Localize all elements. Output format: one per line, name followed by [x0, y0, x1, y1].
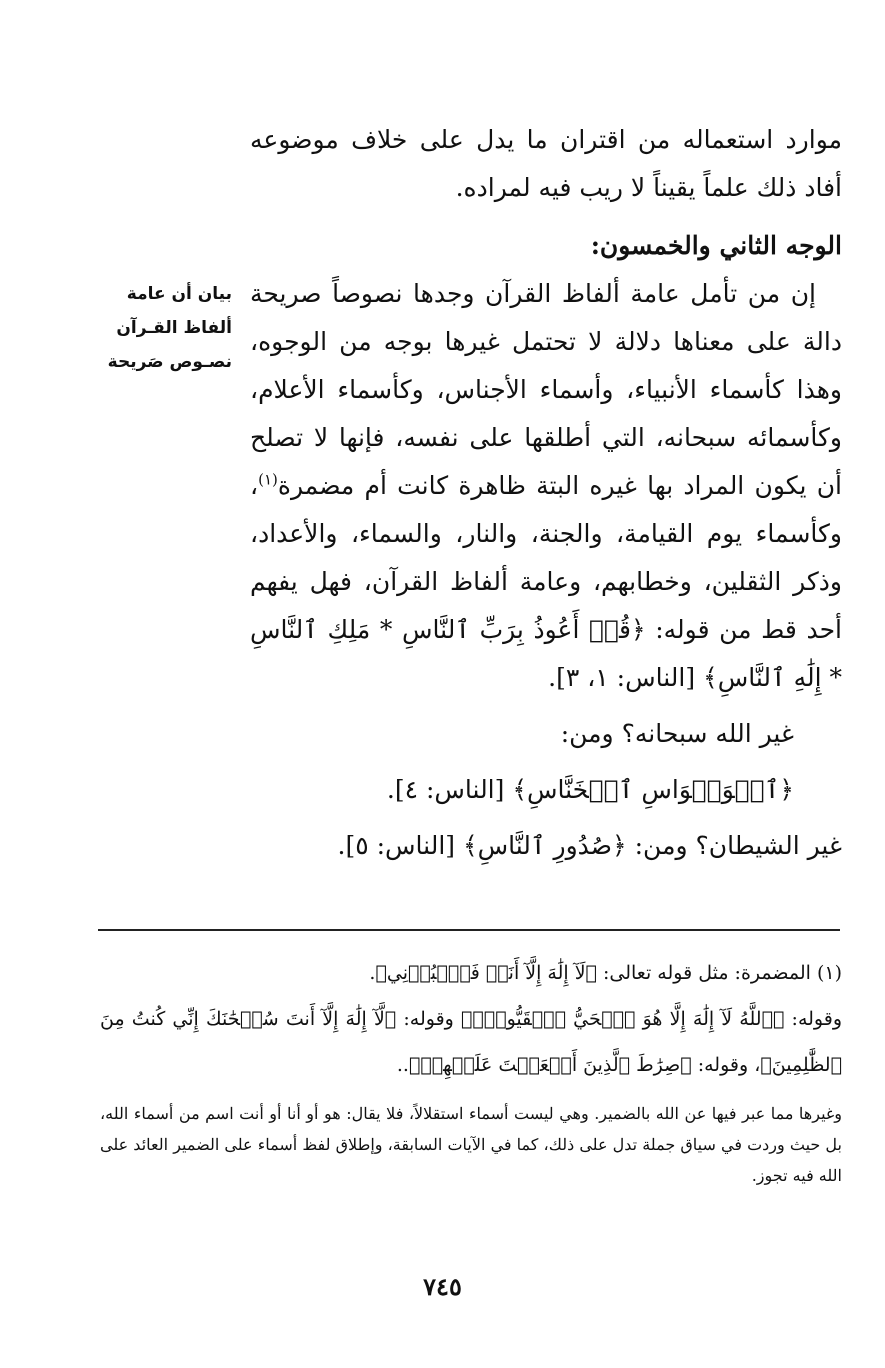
page-number: ٧٤٥ — [423, 1272, 462, 1301]
question-line-satan: غير الشيطان؟ ومن: ﴿صُدُورِ ٱلنَّاسِ﴾ [الناس: ٥]. — [337, 831, 842, 860]
paragraph-gap — [250, 212, 842, 220]
footnotes — [100, 950, 842, 1191]
margin-note: بيان أن عامة ألفاظ القـرآن نصـوص صَريحة — [107, 284, 232, 372]
quran-verse-waswas: ﴿ٱلۡوَسۡوَاسِ ٱلۡخَنَّاسِ﴾ [الناس: ٤]. — [386, 775, 794, 804]
paragraph-gap — [250, 702, 842, 710]
footnote-divider — [98, 929, 840, 931]
body-text: إن من تأمل عامة ألفاظ القرآن وجدها نصوصاً صريحة دالة على معناها دلالة لا تحتمل غيرها بوجه من الوجوه، وهذا كأسماء الأنبياء، وأسماء الأجناس، وكأسماء الأعلام، وكأسمائه سبحانه، التي أطلقها على نفسه، فإنها لا تصلح أن يكون المراد بها غيره البتة ظاهرة كانت أم مضمرة — [250, 279, 842, 500]
footnote-1-line-2: وقوله: ﴿ٱللَّهُ لَآ إِلَٰهَ إِلَّا هُوَ ٱلۡحَيُّ ٱلۡقَيُّومُۚ﴾ وقوله: ﴿لَّآ إِلَٰهَ إِلَّآ أَنتَ سُبۡحَٰنَكَ إِنِّي كُنتُ مِنَ ٱلظَّٰلِمِينَ﴾، وقوله: ﴿صِرَٰطَ ٱلَّذِينَ أَنۡعَمۡتَ عَلَيۡهِمۡ﴾.. — [100, 1008, 842, 1076]
main-text — [250, 116, 842, 870]
footnote-reference[interactable]: (١) — [258, 470, 278, 489]
paragraph-gap — [250, 758, 842, 766]
section-heading: الوجه الثاني والخمسون: — [590, 231, 842, 260]
footnote-1-line-1: (١) المضمرة: مثل قوله تعالى: ﴿لَآ إِلَٰهَ إِلَّآ أَنَا۠ فَٱعۡبُدۡنِي﴾. — [369, 962, 842, 984]
paragraph-gap — [250, 814, 842, 822]
body-text-continued: ، وكأسماء يوم القيامة، والجنة، والنار، والسماء، والأعداد، وذكر الثقلين، وخطابهم، وعامة ألفاظ القرآن، فهل يفهم أحد قط من قوله: ﴿قُلۡ أَعُوذُ بِرَبِّ ٱلنَّاسِ * مَلِكِ ٱلنَّاسِ * إِلَٰهِ ٱلنَّاسِ﴾ [الناس: ١، ٣]. — [250, 471, 842, 692]
body-paragraph — [250, 270, 842, 702]
footnote-1-explanation: وغيرها مما عبر فيها عن الله بالضمير. وهي ليست أسماء استقلالاً، فلا يقال: هو أو أنا أو أنت اسم من أسماء الله، بل حيث وردت في سياق جملة تدل على ذلك، كما في الآيات السابقة، وإطلاق لفظ أسماء على الضمير العائد على الله فيه تجوز. — [100, 1104, 842, 1185]
intro-paragraph: موارد استعماله من اقتران ما يدل على خلاف موضوعه أفاد ذلك علماً يقيناً لا ريب فيه لمراده. — [250, 125, 842, 202]
question-line-god: غير الله سبحانه؟ ومن: — [560, 719, 794, 748]
